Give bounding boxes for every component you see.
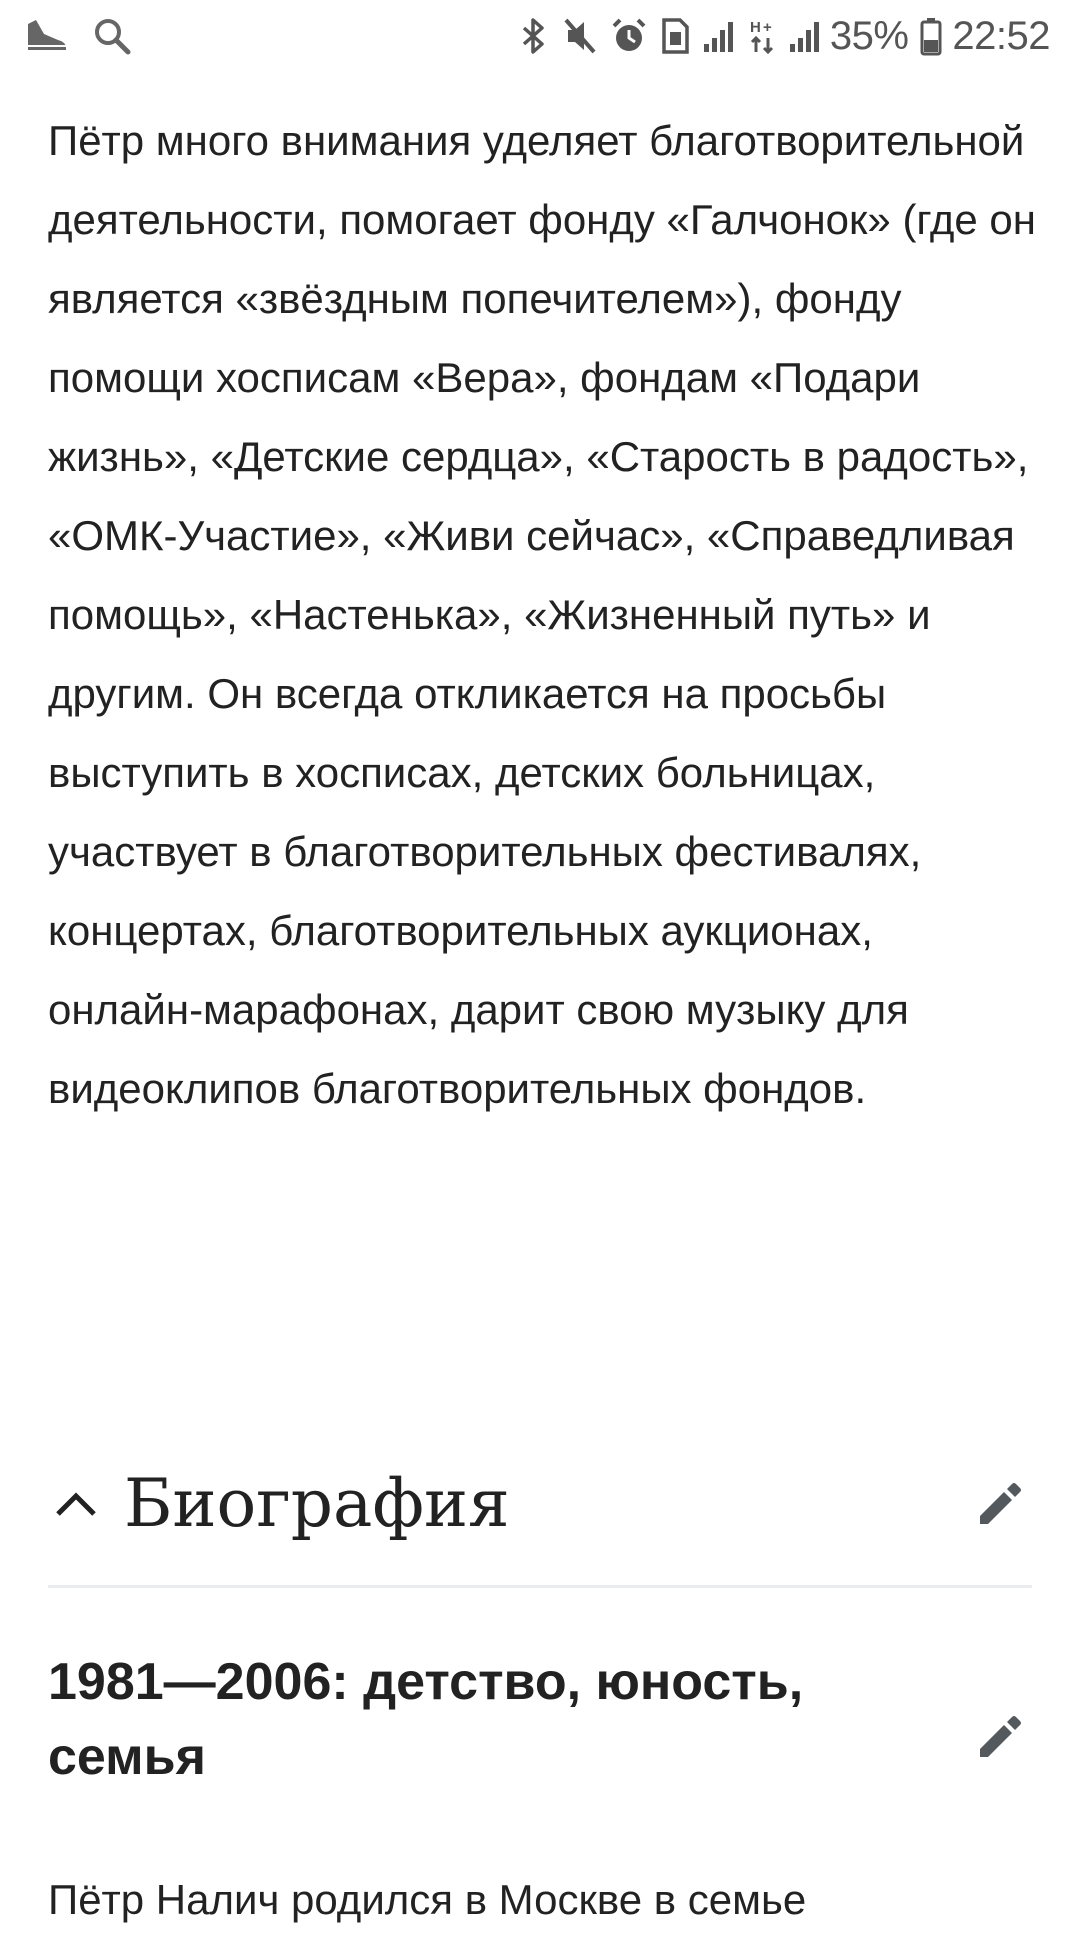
signal-icon [788,16,822,56]
pencil-icon [972,1709,1028,1765]
signal-icon [702,16,736,56]
chevron-up-icon[interactable] [48,1476,104,1532]
status-bar-right [504,10,1050,62]
edit-subsection-button[interactable] [968,1705,1032,1769]
alarm-icon [610,16,648,56]
svg-text:+: + [762,19,772,36]
section-divider [48,1585,1032,1588]
clock-time: 22:52 [952,13,1050,58]
svg-text:H: H [749,19,761,36]
data-icon [748,16,776,56]
next-paragraph: Пётр Налич родился в Москве в семье [48,1876,807,1923]
pencil-icon [972,1476,1028,1532]
mute-icon [562,16,598,56]
subsection-title: 1981—2006: детство, юность, семья [48,1653,804,1786]
section-header-biography[interactable] [48,1440,1032,1590]
status-bar-left [24,12,154,60]
edit-section-button[interactable] [968,1472,1032,1536]
status-bar [0,0,1080,72]
sim-icon [660,16,690,56]
article-paragraph: Пётр много внимания уделяет благотворительной деятельности, помогает фонду «Галчонок» (где он является «звёздным попечителем»), фонду помощи хосписам «Вера», фондам «Подари жизнь», «Детские сердца», «Старость в радость», «ОМК-Участие», «Живи сейчас», «Справедливая помощь», «Настенька», «Жизненный путь» и другим. Он всегда откликается на просьбы выступить в хосписах, детских больницах, участвует в благотворительных фестивалях, концертах, благотворительных аукционах, онлайн-марафонах, дарит свою музыку для видеоклипов благотворительных фондов. [48,117,1036,1112]
battery-icon [920,16,942,56]
search-icon [92,16,132,56]
bluetooth-icon [516,16,550,56]
battery-percent: 35% [829,13,909,58]
article-content [48,100,1038,1128]
shoe-icon [24,16,70,56]
subsection-header [48,1645,1032,1815]
section-title: Биография [124,1465,510,1542]
